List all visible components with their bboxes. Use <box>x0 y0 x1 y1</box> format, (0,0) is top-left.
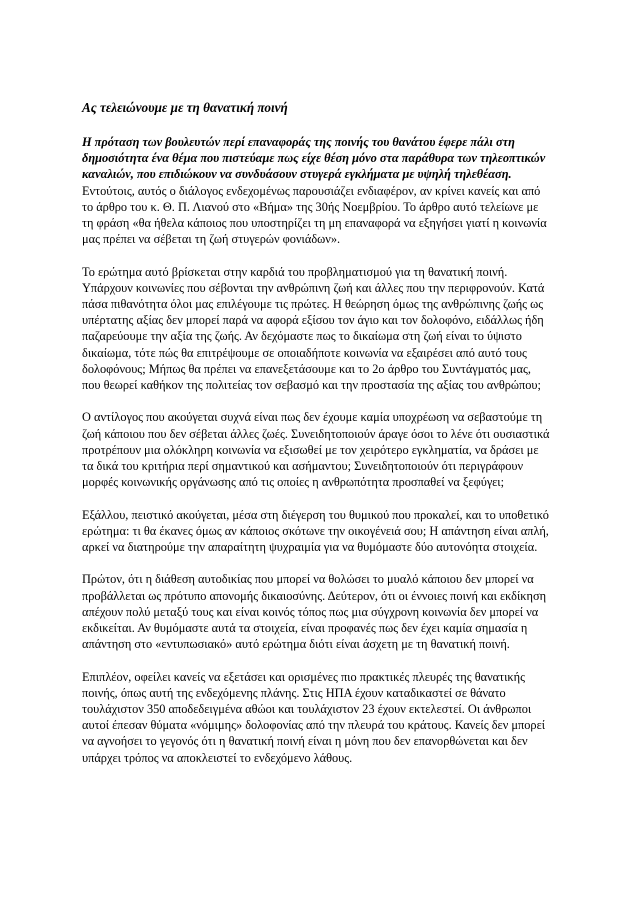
article-title: Ας τελειώνουμε με τη θανατική ποινή <box>82 100 288 115</box>
paragraph-text: Εντούτοις, αυτός ο διάλογος ενδεχομένως παρουσιάζει ενδιαφέρον, αν κρίνει κανείς και από το άρθρο του κ. Θ. Π. Λιανού στο «Βήμα» της 30ής Νοεμβρίου. Το άρθρο αυτό τελείωνε με τη φράση «θα ήθελα κάποιος που υποστηρίζει τη μη επαναφορά να εξηγήσει γιατί η κοινωνία μας πρέπει να σέβεται τη ζωή στυγερών φονιάδων». <box>82 183 547 247</box>
paragraph-6: Επιπλέον, οφείλει κανείς να εξετάσει και ορισμένες πιο πρακτικές πλευρές της θανατικής ποινής, όπως αυτή της ενδεχόμενης πλάνης. Στις ΗΠΑ έχουν καταδικαστεί σε θάνατο τουλάχιστον 350 αποδεδειγμένα αθώοι και τουλάχιστον 23 έχουν εκτελεστεί. Οι άνθρωποι αυτοί έπεσαν θύματα «νόμιμης» δολοφονίας από την πλευρά του κράτους. Κανείς δεν μπορεί να αγνοήσει το γεγονός ότι η θανατική ποινή είναι η μόνη που δεν επανορθώνεται και δεν υπάρχει τρόπος να αποκλειστεί το ενδεχόμενο λάθους. <box>82 669 546 765</box>
paragraph-1 <box>82 134 552 247</box>
paragraph-lead: Η πρόταση των βουλευτών περί επαναφοράς της ποινής του θανάτου έφερε πάλι στη δημοσιότητα ένα θέμα που πιστεύαμε πως είχε θέση μόνο στα παράθυρα των τηλεοπτικών καναλιών, που επιδιώκουν να συνδυάσουν στυγερά εγκλήματα με υψηλή τηλεθέαση. <box>82 135 546 182</box>
paragraph-2: Το ερώτημα αυτό βρίσκεται στην καρδιά του προβληματισμού για τη θανατική ποινή. Υπάρχουν κοινωνίες που σέβονται την ανθρώπινη ζωή και άλλες που την περιφρονούν. Κατά πάσα πιθανότητα όλοι μας επιλέγουμε τις πρώτες. Η θεώρηση όμως της ανθρώπινης ζωής ως υπέρτατης αξίας δεν μπορεί παρά να αφορά εξίσου τον άγιο και τον δολοφόνο, ειδάλλως ήδη παζαρεύουμε την αξία της ζωής. Αν δεχόμαστε πως το δικαίωμα στη ζωή είναι το ύψιστο δικαίωμα, τότε πώς θα επιτρέψουμε σε οποιαδήποτε κοινωνία να εξαιρέσει από αυτό τους δολοφόνους; Μήπως θα πρέπει να επανεξετάσουμε και το 2ο άρθρο του Συντάγματός μας, που θεωρεί καθήκον της πολιτείας τον σεβασμό και την προστασία της αξίας του ανθρώπου; <box>82 264 545 393</box>
document-page <box>82 100 552 782</box>
paragraph-4: Εξάλλου, πειστικό ακούγεται, μέσα στη διέγερση του θυμικού που προκαλεί, και το υποθετικό ερώτημα: τι θα έκανες όμως αν κάποιος σκότωνε την οικογένειά σου; Η απάντηση είναι απλή, αρκεί να διατηρούμε την απαραίτητη ψυχραιμία για να θυμόμαστε δύο αυτονόητα στοιχεία. <box>82 507 549 555</box>
paragraph-5: Πρώτον, ότι η διάθεση αυτοδικίας που μπορεί να θολώσει το μυαλό κάποιου δεν μπορεί να προβάλλεται ως πρότυπο απονομής δικαιοσύνης. Δεύτερον, ότι οι έννοιες ποινή και εκδίκηση απέχουν πολύ μεταξύ τους και είναι κοινός τόπος πως μια σύγχρονη κοινωνία δεν μπορεί να εκδικείται. Αν θυμόμαστε αυτά τα στοιχεία, είναι προφανές πως δεν έχει καμία σημασία η απάντηση στο «εντυπωσιακό» αυτό ερώτημα διότι είναι άσχετη με τη θανατική ποινή. <box>82 572 547 652</box>
paragraph-3: Ο αντίλογος που ακούγεται συχνά είναι πως δεν έχουμε καμία υποχρέωση να σεβαστούμε τη ζωή κάποιου που δεν σέβεται άλλες ζωές. Συνειδητοποιούν άραγε όσοι το λένε ότι ουσιαστικά προτρέπουν μια ολόκληρη κοινωνία να εξισωθεί με τον χειρότερο εγκληματία, να δράσει με τα δικά του κριτήρια περί σημαντικού και ασήμαντου; Συνειδητοποιούν ότι περιγράφουν μορφές κοινωνικής οργάνωσης από τις οποίες η ανθρωπότητα προσπαθεί να ξεφύγει; <box>82 410 550 490</box>
